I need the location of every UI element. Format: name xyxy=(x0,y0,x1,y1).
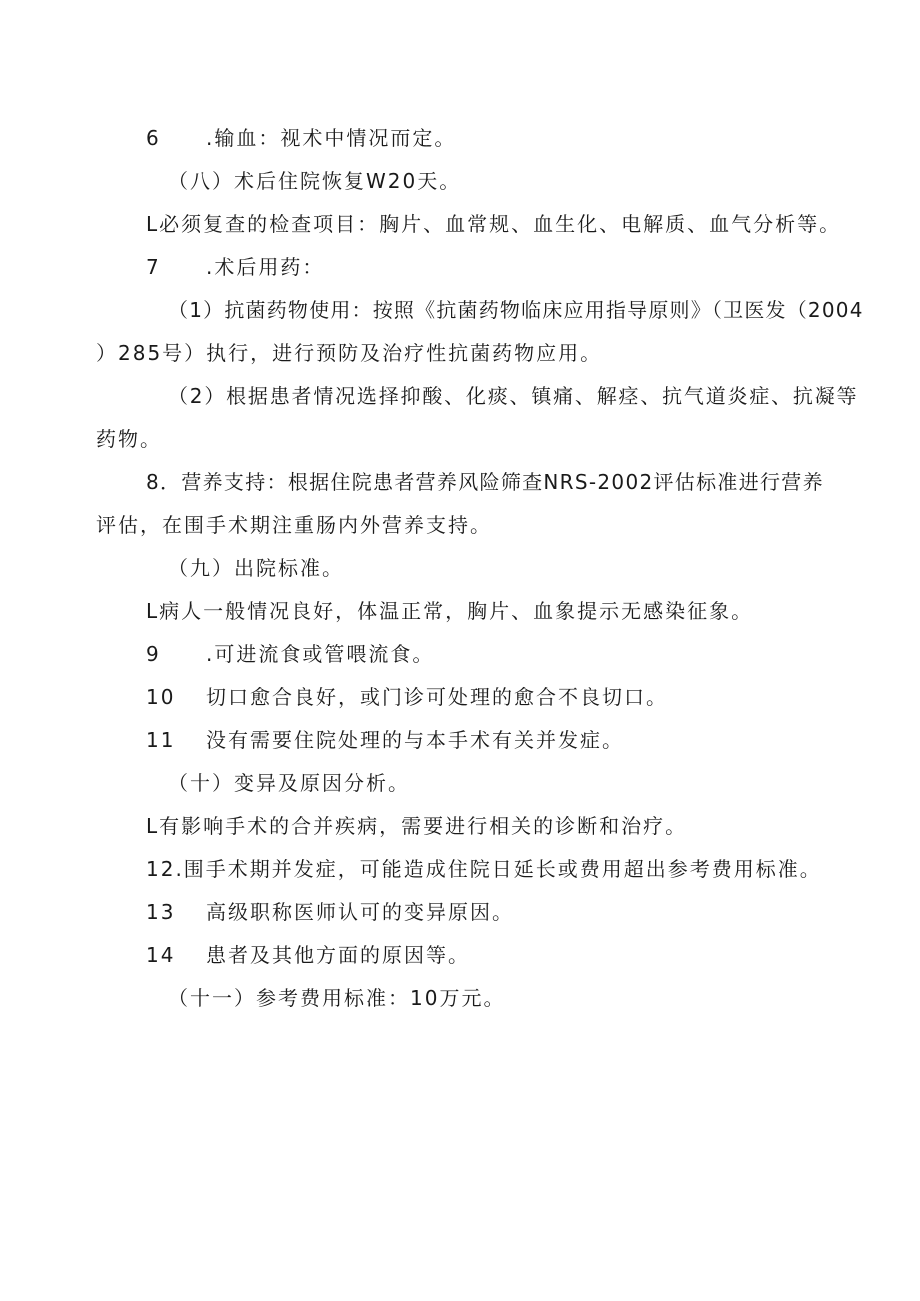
item-text: 高级职称医师认可的变异原因。 xyxy=(206,900,514,924)
item-14-other-reasons xyxy=(146,941,470,969)
section-11-reference-cost xyxy=(168,984,505,1012)
item-number: 10 xyxy=(146,685,176,709)
item-text: L必须复查的检查项目：胸片、血常规、血生化、电解质、血气分析等。 xyxy=(146,212,842,236)
item-text: L有影响手术的合并疾病，需要进行相关的诊断和治疗。 xyxy=(146,814,688,838)
item-text: 切口愈合良好，或门诊可处理的愈合不良切口。 xyxy=(206,685,668,709)
sub-item-text: （2）根据患者情况选择抑酸、化痰、镇痛、解痉、抗气道炎症、抗凝等 xyxy=(168,384,859,408)
item-10-incision-healing xyxy=(146,683,668,711)
item-9-liquid-diet xyxy=(146,640,434,668)
item-text: 患者及其他方面的原因等。 xyxy=(206,943,470,967)
item-6-blood-transfusion xyxy=(146,124,456,152)
item-text: 没有需要住院处理的与本手术有关并发症。 xyxy=(206,728,624,752)
sub-item-1-antibiotics-cont xyxy=(96,339,602,367)
item-text: 12.围手术期并发症，可能造成住院日延长或费用超出参考费用标准。 xyxy=(146,857,822,881)
item-number: 14 xyxy=(146,943,176,967)
section-heading: （八）术后住院恢复W20天。 xyxy=(168,169,462,193)
section-8-postop-stay xyxy=(168,167,461,195)
item-13-senior-physician xyxy=(146,898,514,926)
item-required-exams xyxy=(146,210,841,238)
section-heading: （九）出院标准。 xyxy=(168,556,344,580)
item-8-nutrition-support xyxy=(146,468,824,496)
item-number: 6 xyxy=(146,126,161,150)
item-text: .术后用药： xyxy=(206,255,325,279)
section-heading: （十）变异及原因分析。 xyxy=(168,771,410,795)
sub-item-text: 药物。 xyxy=(96,427,162,451)
item-text: .输血：视术中情况而定。 xyxy=(206,126,457,150)
sub-item-1-antibiotics xyxy=(168,296,864,324)
item-general-condition xyxy=(146,597,753,625)
item-text: 评估，在围手术期注重肠内外营养支持。 xyxy=(96,513,492,537)
item-text: L病人一般情况良好，体温正常，胸片、血象提示无感染征象。 xyxy=(146,599,754,623)
item-text: 8．营养支持：根据住院患者营养风险筛查NRS-2002评估标准进行营养 xyxy=(146,470,824,494)
section-10-variation-analysis xyxy=(168,769,410,797)
item-text: .可进流食或管喂流食。 xyxy=(206,642,435,666)
item-number: 13 xyxy=(146,900,176,924)
sub-item-text: （1）抗菌药物使用：按照《抗菌药物临床应用指导原则》（卫医发（2004 xyxy=(168,298,864,322)
item-8-nutrition-support-cont xyxy=(96,511,492,539)
section-9-discharge-criteria xyxy=(168,554,344,582)
item-number: 9 xyxy=(146,642,161,666)
item-number: 7 xyxy=(146,255,161,279)
item-12-perioperative-complications xyxy=(146,855,822,883)
item-11-no-complications xyxy=(146,726,624,754)
sub-item-2-symptomatic-drugs xyxy=(168,382,858,410)
sub-item-2-cont xyxy=(96,425,162,453)
section-heading: （十一）参考费用标准：10万元。 xyxy=(168,986,506,1010)
sub-item-text: ）285号）执行，进行预防及治疗性抗菌药物应用。 xyxy=(96,341,603,365)
item-comorbidities xyxy=(146,812,687,840)
item-number: 11 xyxy=(146,728,176,752)
item-7-postop-medication xyxy=(146,253,324,281)
